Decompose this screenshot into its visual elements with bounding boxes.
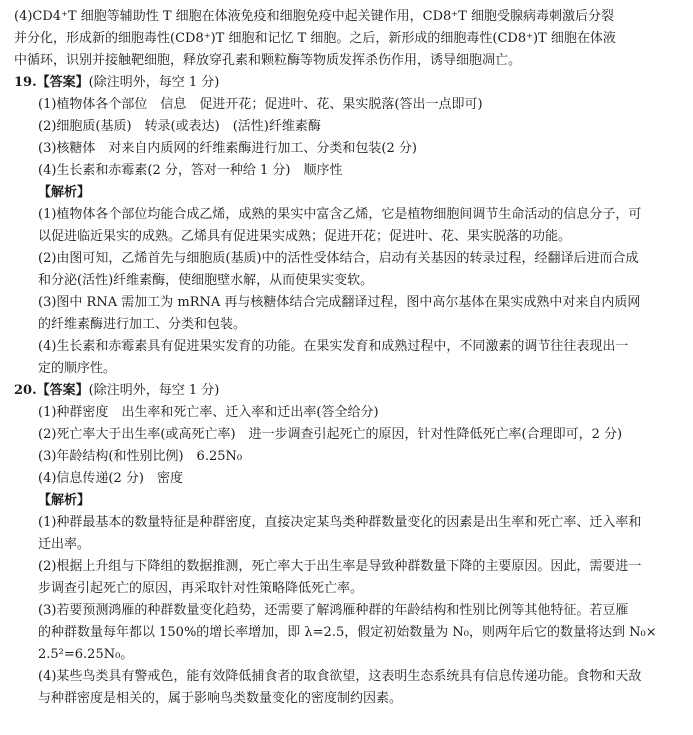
q19-answer-note: (除注明外，每空 1 分) (88, 75, 220, 90)
q20-analysis-1: (1)种群最基本的数量特征是种群密度，直接决定某鸟类种群数量变化的因素是出生率和死亡率、迁入率和 (38, 515, 642, 530)
q19-analysis-7: (4)生长素和赤霉素具有促进果实发育的功能。在果实发育和成熟过程中，不同激素的调节往往表现出一 (38, 339, 629, 354)
q20-answer-2: (2)死亡率大于出生率(或高死亡率) 进一步调查引起死亡的原因，针对性降低死亡率(合理即可，2 分) (38, 427, 623, 442)
q20-analysis-6: 的种群数量每年都以 150%的增长率增加，即 λ=2.5，假定初始数量为 N₀，则两年后它的数量将达到 N₀× (38, 625, 657, 640)
q20-answer-4: (4)信息传递(2 分) 密度 (38, 471, 183, 486)
q19-answer-2: (2)细胞质(基质) 转录(或表达) (活性)纤维素酶 (38, 119, 321, 134)
q19-answer-4: (4)生长素和赤霉素(2 分，答对一种给 1 分) 顺序性 (38, 163, 343, 178)
q20-analysis-9: 与种群密度是相关的，属于影响鸟类数量变化的密度制约因素。 (38, 691, 403, 706)
q20-answer-3: (3)年龄结构(和性别比例) 6.25N₀ (38, 449, 243, 464)
q19-analysis-tag: 【解析】 (38, 185, 91, 200)
q19-analysis-5: (3)图中 RNA 需加工为 mRNA 再与核糖体结合完成翻译过程，图中高尔基体在果实成熟中对来自内质网 (38, 295, 641, 310)
q19-analysis-6: 的纤维素酶进行加工、分类和包装。 (38, 317, 247, 332)
q20-analysis-4: 步调查引起死亡的原因，再采取针对性策略降低死亡率。 (38, 581, 364, 596)
q19-analysis-3: (2)由图可知，乙烯首先与细胞质(基质)中的活性受体结合，启动有关基因的转录过程，经翻译后进而合成 (38, 251, 639, 266)
q20-analysis-3: (2)根据上升组与下降组的数据推测，死亡率大于出生率是导致种群数量下降的主要原因。因此，需要进一 (38, 559, 642, 574)
q19-answer-1: (1)植物体各个部位 信息 促进开花；促进叶、花、果实脱落(答出一点即可) (38, 97, 483, 112)
q19-answer-3: (3)核糖体 对来自内质网的纤维素酶进行加工、分类和包装(2 分) (38, 141, 417, 156)
q19-analysis-1: (1)植物体各个部位均能合成乙烯，成熟的果实中富含乙烯，它是植物细胞间调节生命活动的信息分子，可 (38, 207, 642, 222)
q19-header (14, 72, 677, 94)
q20-answer-tag: 【答案】 (36, 383, 89, 398)
q20-analysis-2: 迁出率。 (38, 537, 91, 552)
q20-answer-1: (1)种群密度 出生率和死亡率、迁入率和迁出率(答全给分) (38, 405, 379, 420)
q18-line-1: (4)CD4⁺T 细胞等辅助性 T 细胞在体液免疫和细胞免疫中起关键作用，CD8⁺T 细胞受腺病毒刺激后分裂 (14, 9, 614, 24)
q19-number: 19. (14, 75, 37, 90)
q19-analysis-2: 以促进临近果实的成熟。乙烯具有促进果实成熟；促进开花；促进叶、花、果实脱落的功能。 (38, 229, 572, 244)
q20-number: 20. (14, 383, 37, 398)
q20-analysis-8: (4)某些鸟类具有警戒色，能有效降低捕食者的取食欲望，这表明生态系统具有信息传递功能。食物和天敌 (38, 669, 642, 684)
q18-line-2: 并分化，形成新的细胞毒性(CD8⁺)T 细胞和记忆 T 细胞。之后，新形成的细胞毒性(CD8⁺)T 细胞在体液 (14, 31, 616, 46)
q19-analysis-4: 和分泌(活性)纤维素酶，使细胞壁水解，从而使果实变软。 (38, 273, 374, 288)
q20-analysis-5: (3)若要预测鸿雁的种群数量变化趋势，还需要了解鸿雁种群的年龄结构和性别比例等其他特征。若豆雁 (38, 603, 629, 618)
q20-analysis-tag: 【解析】 (38, 493, 91, 508)
q18-line-3: 中循环，识别并接触靶细胞，释放穿孔素和颗粒酶等物质发挥杀伤作用，诱导细胞凋亡。 (14, 53, 522, 68)
q20-answer-note: (除注明外，每空 1 分) (88, 383, 220, 398)
q19-analysis-8: 定的顺序性。 (38, 361, 117, 376)
q20-analysis-7: 2.5²=6.25N₀。 (38, 647, 134, 662)
q19-answer-tag: 【答案】 (36, 75, 89, 90)
q20-header (14, 380, 677, 402)
